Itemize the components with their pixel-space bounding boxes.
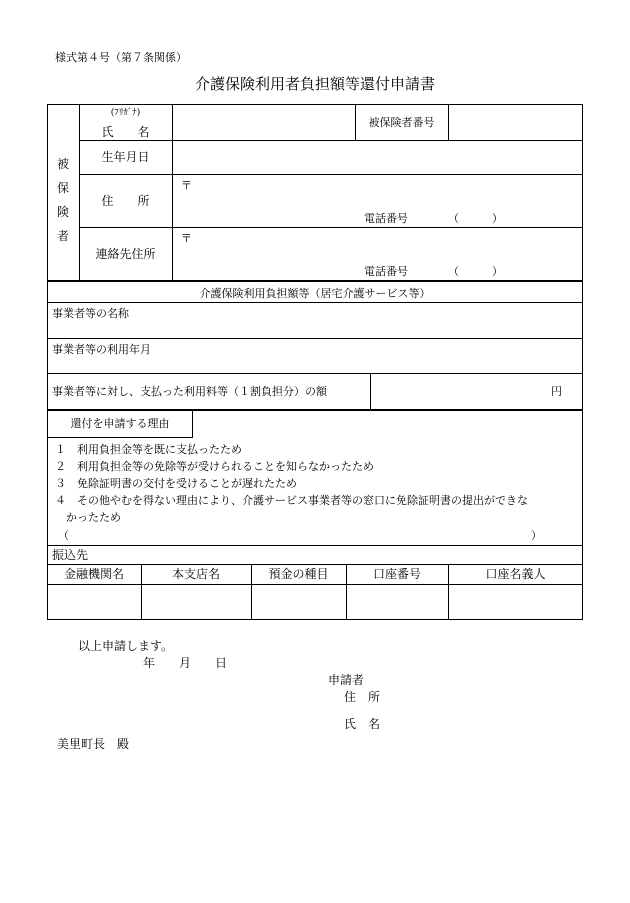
postal-mark: 〒 <box>181 232 192 245</box>
deposit-type-header: 預金の種目 <box>268 567 329 581</box>
contact-address-field[interactable] <box>173 228 582 279</box>
contact-address-label: 連絡先住所 <box>95 247 156 261</box>
deposit-type-field[interactable] <box>252 585 345 619</box>
phone-parens: （ ） <box>448 212 503 225</box>
service-section-header: 介護保険利用負担額等（居宅介護サービス等） <box>199 287 431 300</box>
bank-name-field[interactable] <box>48 585 140 619</box>
side-char: 保 <box>56 181 69 195</box>
reason-label: 還付を申請する理由 <box>70 417 170 430</box>
reason-item-continued: かったため <box>66 511 121 524</box>
birthdate-label: 生年月日 <box>101 150 150 164</box>
insured-side-label <box>47 152 79 248</box>
divider <box>47 545 583 546</box>
usage-month-label: 事業者等の利用年月 <box>52 343 151 356</box>
phone-parens: （ ） <box>448 265 503 278</box>
reason-item[interactable]: １ 利用負担金等を既に支払ったため <box>55 443 242 456</box>
bank-name-header: 金融機関名 <box>63 567 124 581</box>
provider-name-field[interactable] <box>48 303 582 337</box>
address-label: 住 所 <box>101 194 150 208</box>
yen-unit: 円 <box>551 385 562 398</box>
address-field[interactable] <box>173 175 582 226</box>
furigana-label: (ﾌﾘｶﾞﾅ) <box>110 108 141 118</box>
other-reason-field[interactable] <box>70 528 530 543</box>
account-holder-header: 口座名義人 <box>485 567 546 581</box>
reason-item[interactable]: ４ その他やむを得ない理由により、介護サービス事業者等の窓口に免除証明書の提出ができな <box>55 494 528 507</box>
addressee: 美里町長 殿 <box>57 737 130 751</box>
applicant-name-label: 氏 名 <box>344 717 381 731</box>
reason-item[interactable]: ３ 免除証明書の交付を受けることが遅れたため <box>55 477 297 490</box>
postal-mark: 〒 <box>181 179 192 192</box>
phone-label: 電話番号 <box>364 212 408 225</box>
reason-item[interactable]: ２ 利用負担金等の免除等が受けられることを知らなかったため <box>55 460 374 473</box>
side-char: 険 <box>56 205 69 219</box>
page-title: 介護保険利用者負担額等還付申請書 <box>194 75 435 93</box>
date-line[interactable]: 年 月 日 <box>143 656 228 670</box>
insured-number-label: 被保険者番号 <box>368 116 435 129</box>
usage-month-field[interactable] <box>48 339 582 372</box>
account-holder-field[interactable] <box>449 585 582 619</box>
account-number-header: 口座番号 <box>372 567 421 581</box>
paid-amount-label: 事業者等に対し、支払った利用料等（１割負担分）の額 <box>52 385 327 398</box>
transfer-label: 振込先 <box>52 548 89 562</box>
account-number-field[interactable] <box>347 585 447 619</box>
applicant-address-label: 住 所 <box>344 690 381 704</box>
other-reason-close-paren: ） <box>531 529 542 542</box>
applicant-label: 申請者 <box>328 673 365 687</box>
phone-label: 電話番号 <box>364 265 408 278</box>
provider-name-label: 事業者等の名称 <box>52 307 129 320</box>
divider <box>47 564 583 565</box>
branch-name-field[interactable] <box>142 585 250 619</box>
applicant-address-field[interactable] <box>390 688 580 706</box>
name-field[interactable] <box>173 105 354 139</box>
applicant-name-field[interactable] <box>390 715 580 733</box>
name-label: 氏 名 <box>101 125 150 139</box>
divider <box>47 280 583 282</box>
side-char: 者 <box>56 229 69 243</box>
branch-name-header: 本支店名 <box>171 567 220 581</box>
form-number: 様式第４号（第７条関係） <box>55 51 187 64</box>
other-reason-open-paren: （ <box>58 529 69 542</box>
birthdate-field[interactable] <box>173 141 582 173</box>
insured-number-field[interactable] <box>449 105 582 139</box>
request-text: 以上申請します。 <box>78 639 174 653</box>
side-char: 被 <box>56 157 69 171</box>
